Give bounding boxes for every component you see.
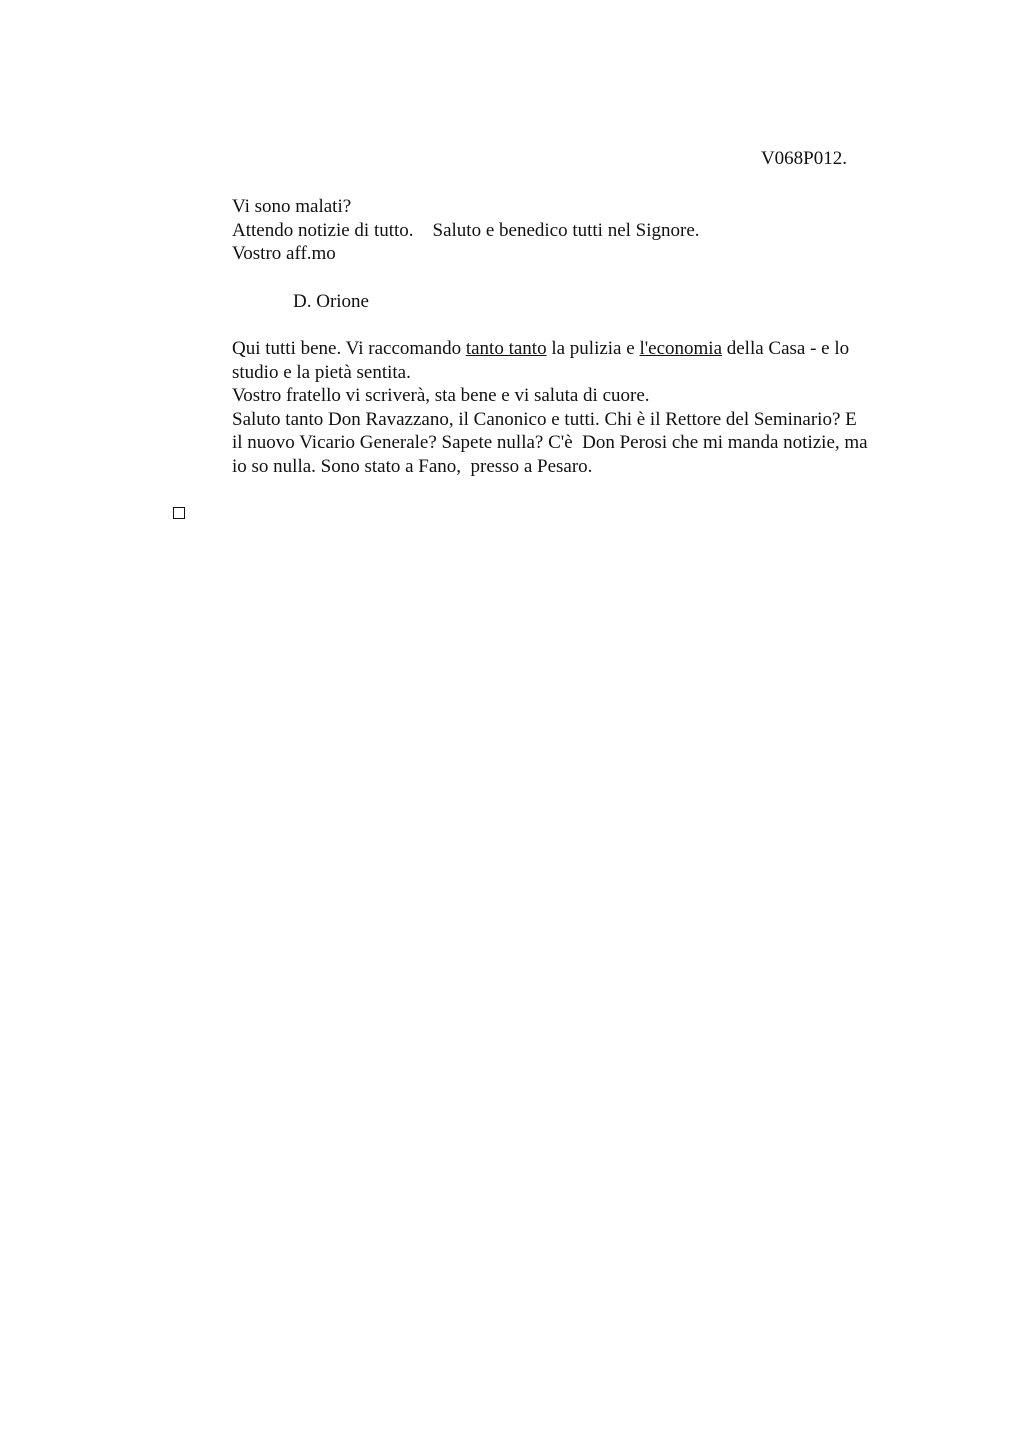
postscript-line [232, 337, 932, 361]
postscript-text: Qui tutti bene. Vi raccomando [232, 338, 466, 359]
underlined-text: tanto tanto [465, 338, 547, 359]
postscript-line: io so nulla. Sono stato a Fano, presso a Pesaro. [232, 455, 593, 477]
postscript-line: studio e la pietà sentita. [232, 361, 411, 383]
signature: D. Orione [293, 291, 369, 312]
empty-square-icon [173, 507, 185, 519]
intro-line: Vi sono malati? [232, 196, 352, 217]
letter-closing [232, 195, 932, 266]
postscript-line: Saluto tanto Don Ravazzano, il Canonico e tutti. Chi è il Rettore del Seminario? E [232, 408, 857, 430]
postscript-text: della Casa - e lo [722, 338, 850, 359]
postscript-text: la pulizia e [546, 338, 640, 359]
postscript [232, 337, 932, 478]
underlined-text: l'economia [639, 338, 722, 359]
postscript-line: Vostro fratello vi scriverà, sta bene e vi saluta di cuore. [232, 385, 650, 406]
postscript-line: il nuovo Vicario Generale? Sapete nulla? C'è Don Perosi che mi manda notizie, ma [232, 432, 868, 453]
page-reference: V068P012. [760, 148, 847, 169]
intro-line: Attendo notizie di tutto. Saluto e benedico tutti nel Signore. [232, 219, 700, 241]
intro-line: Vostro aff.mo [232, 243, 336, 264]
